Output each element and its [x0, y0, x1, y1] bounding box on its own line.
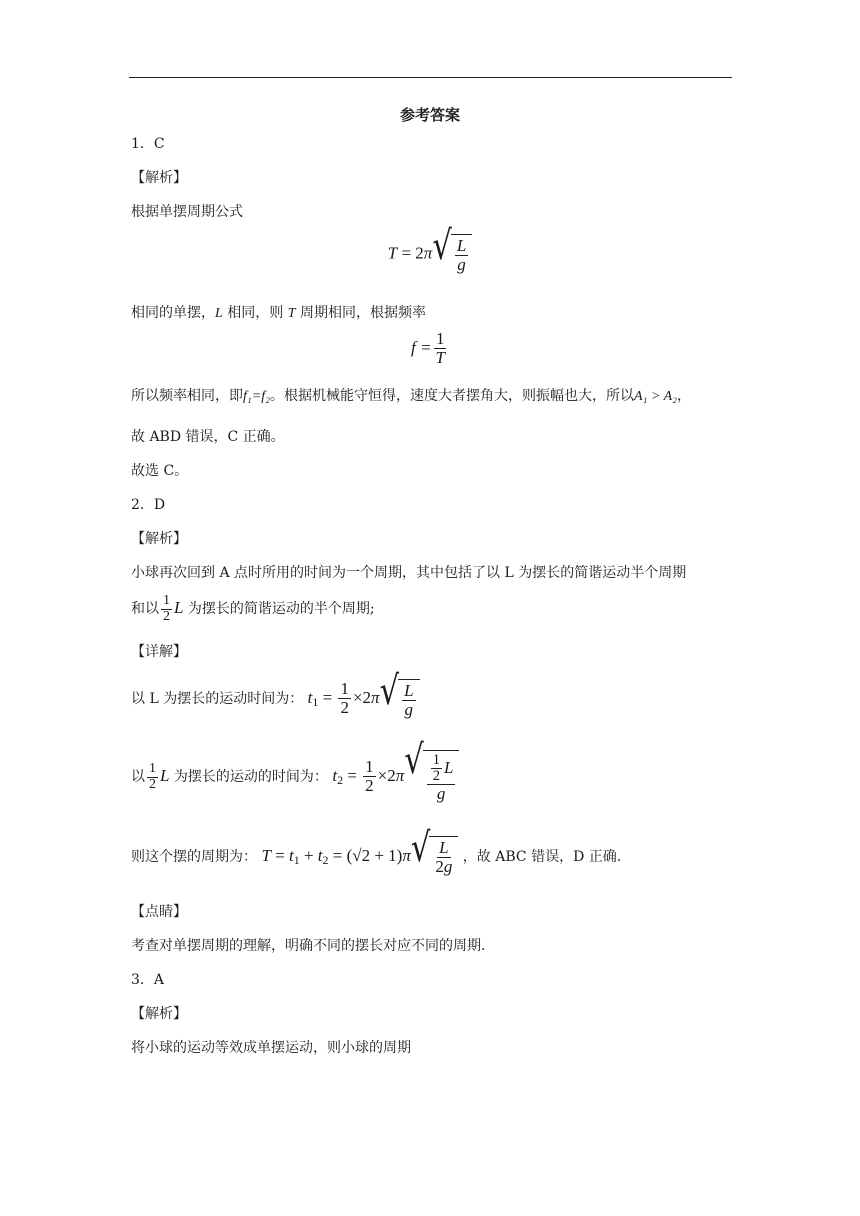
q2-answer: 2．D [131, 497, 166, 513]
q1-text-1: 根据单摆周期公式 [131, 204, 243, 220]
q1-text-2: 相同的单摆，L 相同，则 T 周期相同，根据频率 [131, 305, 426, 321]
q1-answer: 1．C [131, 136, 165, 152]
q3-text-1: 将小球的运动等效成单摆运动，则小球的周期 [131, 1040, 411, 1056]
q1-formula-frequency: f = $\frac{1}{T}$ [411, 329, 445, 367]
header-rule [129, 77, 732, 78]
q2-text-3: 以 L 为摆长的运动时间为： $t_1$ = $\frac{1}{2}$ ×2π √ $\frac{L}{g}$ [131, 678, 420, 722]
q2-comment-tag: 【点睛】 [131, 904, 187, 920]
q1-text-4: 故 ABD 错误，C 正确。 [131, 429, 285, 445]
q2-text-1: 小球再次回到 A 点时所用的时间为一个周期，其中包括了以 L 为摆长的简谐运动半个周期 [131, 565, 687, 581]
q1-text-3: 所以频率相同，即f₁=f₂。根据机械能守恒得，速度大者摆角大，则振幅也大，所以A₁ > A₂， [131, 388, 692, 404]
q1-analysis-tag: 【解析】 [131, 170, 187, 186]
q2-text-4: 以 $\frac{1}{2}$ L 为摆长的运动的时间为： $t_2$ = $\frac{1}{2}$ ×2π √ $\frac{1}{2}$ L g [131, 746, 459, 810]
q3-analysis-tag: 【解析】 [131, 1006, 187, 1022]
q1-text-5: 故选 C。 [131, 463, 189, 479]
q2-analysis-tag: 【解析】 [131, 531, 187, 547]
q2-detail-tag: 【详解】 [131, 644, 187, 660]
q3-answer: 3．A [131, 972, 165, 988]
q1-formula-period: T = 2π √ $\frac{L}{g}$ [0, 234, 860, 274]
page-title: 参考答案 [399, 106, 460, 124]
q2-text-2: 和以 $\frac{1}{2}$ L 为摆长的简谐运动的半个周期; [131, 593, 375, 624]
q2-text-6: 考查对单摆周期的理解，明确不同的摆长对应不同的周期. [131, 938, 486, 954]
q2-text-5: 则这个摆的周期为： $T = t_1 + t_2 = (√2 + 1)\pi$ √ $\frac{L}{2g}$ ，故 ABC 错误，D 正确. [131, 826, 622, 876]
